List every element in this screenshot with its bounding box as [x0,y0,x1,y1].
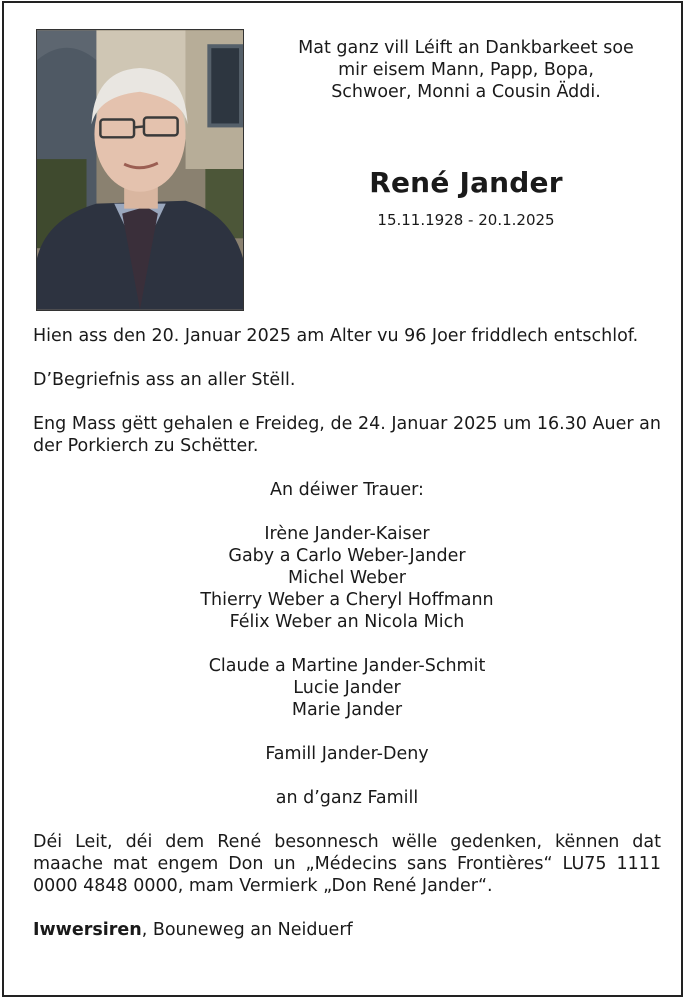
signoff-place: Iwwersiren [33,920,142,940]
thanks-line: Mat ganz vill Léift an Dankbarkeet soe [298,38,634,58]
signoff [33,919,661,941]
mourner-line: Félix Weber an Nicola Mich [229,612,465,632]
thanks-line: Schwoer, Monni a Cousin Äddi. [331,82,601,102]
life-dates: 15.11.1928 - 20.1.2025 [377,211,555,229]
thanks-line: mir eisem Mann, Papp, Bopa, [338,60,594,80]
signoff-rest: , Bouneweg an Neiduerf [141,920,353,940]
mourner-line: Claude a Martine Jander-Schmit [208,656,486,676]
portrait-illustration [37,30,243,310]
portrait-photo [36,29,244,311]
mass-paragraph: Eng Mass gëtt gehalen e Freideg, de 24. Januar 2025 um 16.30 Auer an der Porkierch zu Schëtter. [33,414,661,456]
mourner-line: Marie Jander [291,700,403,720]
mourner-line: Gaby a Carlo Weber-Jander [228,546,466,566]
deceased-name: René Jander [369,166,563,199]
mourner-line: Irène Jander-Kaiser [264,524,430,544]
obituary-notice [2,1,683,997]
thanks-message [262,37,670,103]
donation-paragraph: Déi Leit, déi dem René besonnesch wëlle gedenken, kënnen dat maache mat engem Don un „Médecins sans Frontières“ LU75 1111 0000 4848 0000, mam Vermierk „Don René Jander“. [33,832,661,896]
mourner-line: Thierry Weber a Cheryl Hoffmann [200,590,494,610]
notice-body [33,325,661,941]
mourners-group-4: an d’ganz Famill [275,788,419,808]
mourners-group-3: Famill Jander-Deny [265,744,429,764]
passing-paragraph: Hien ass den 20. Januar 2025 am Alter vu 96 Joer friddlech entschlof. [33,326,639,346]
mourner-line: Lucie Jander [293,678,401,698]
burial-paragraph: D’Begriefnis ass an aller Stëll. [33,370,296,390]
mourning-intro: An déiwer Trauer: [270,480,424,500]
mourners-group-1 [33,523,661,633]
mourner-line: Michel Weber [288,568,406,588]
mourners-group-2 [33,655,661,721]
